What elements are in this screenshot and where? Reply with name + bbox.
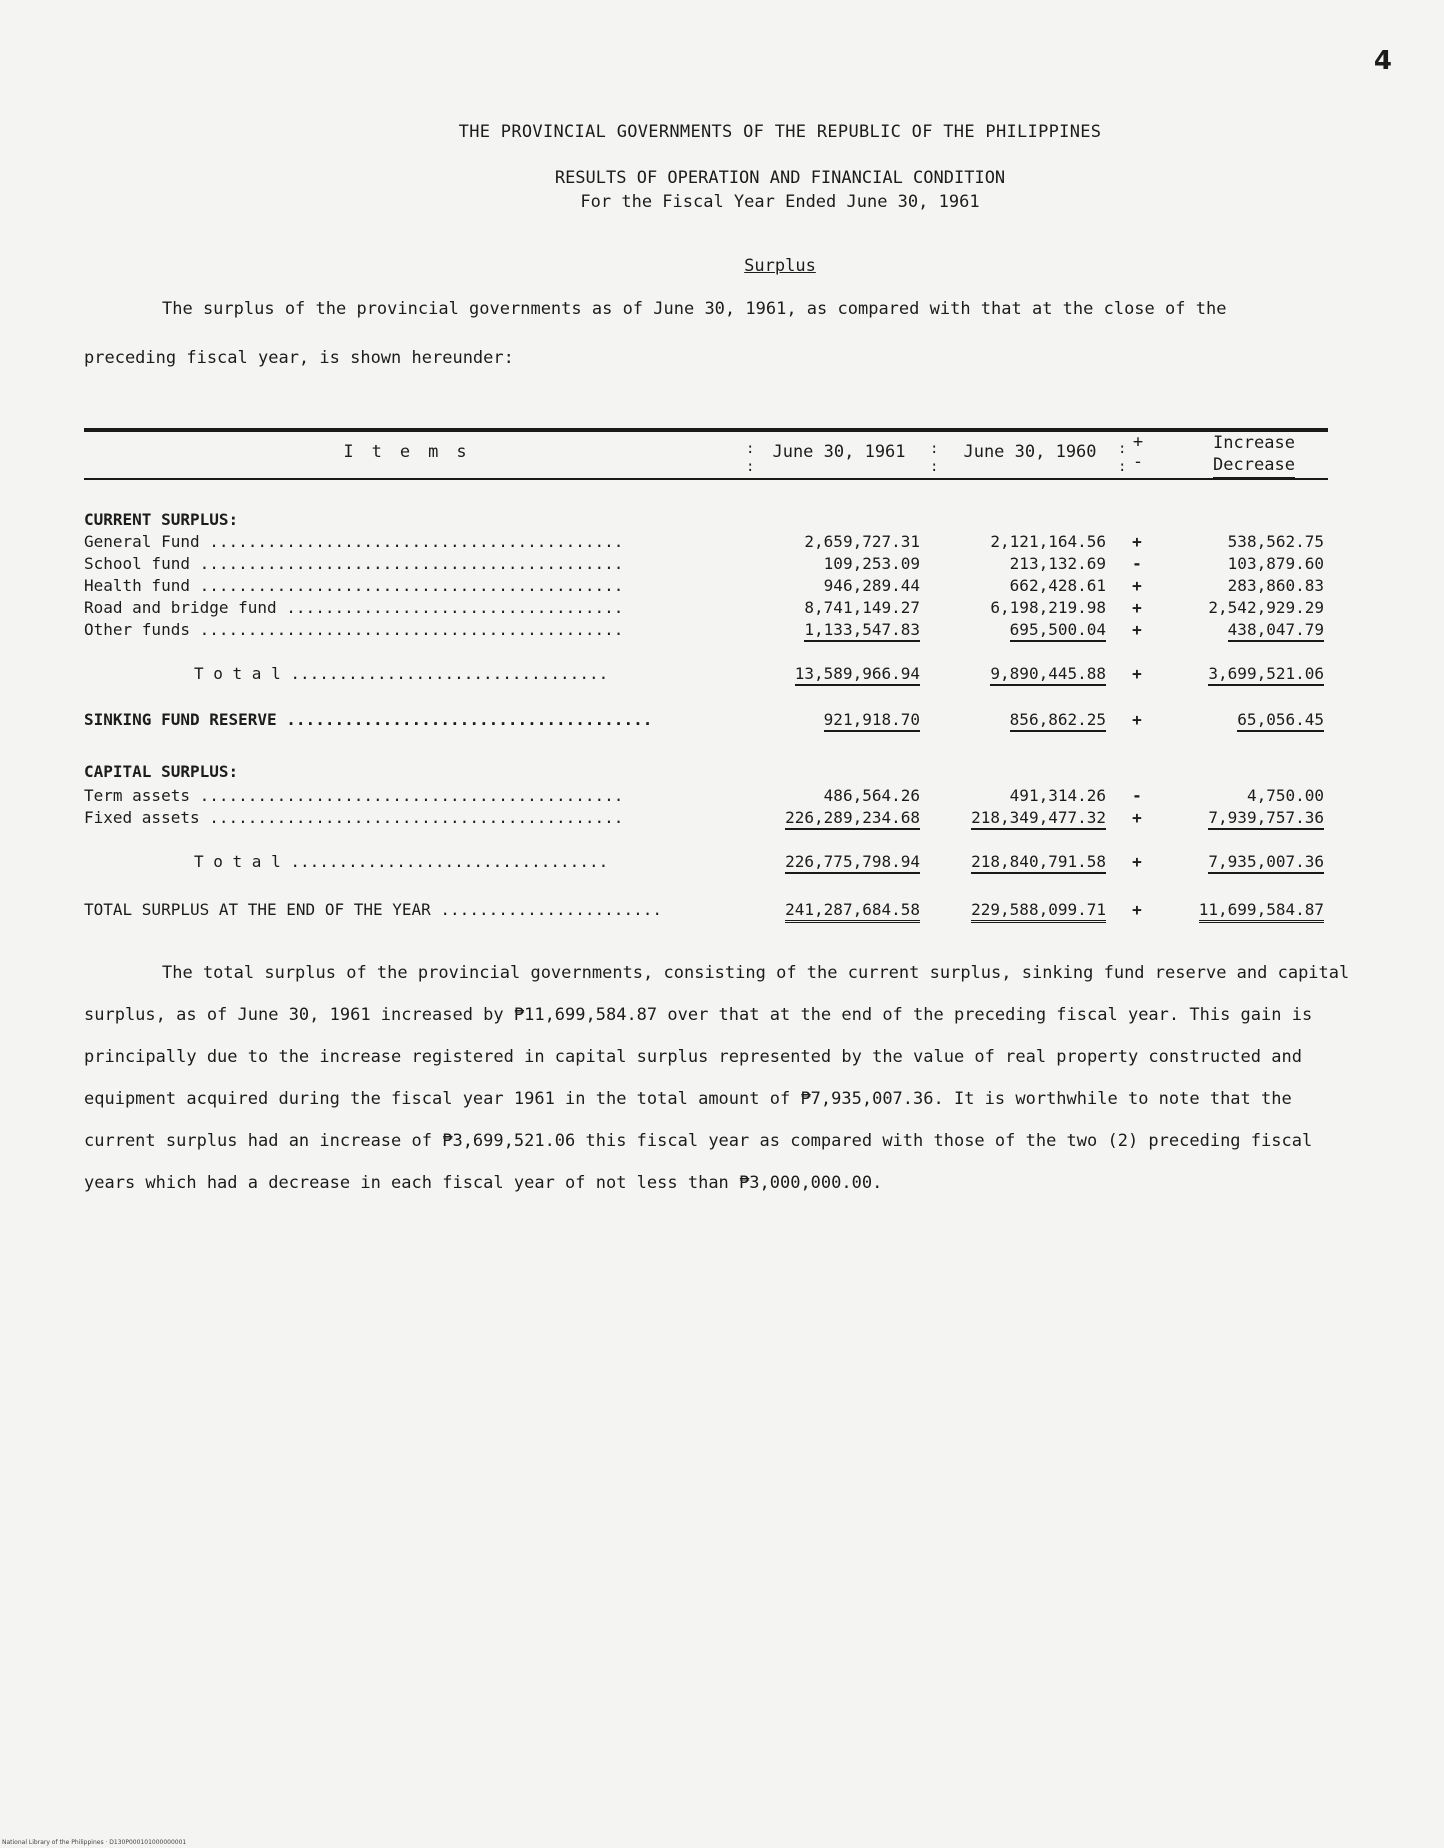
current-total-row <box>84 664 1328 686</box>
header-minus-sign: - <box>1132 452 1144 472</box>
change-sign: - <box>1132 786 1142 805</box>
row-label: General Fund ........................................... <box>84 532 624 551</box>
value-1961: 226,775,798.94 <box>785 852 920 874</box>
header-sign <box>1126 432 1150 472</box>
change-value: 538,562.75 <box>1227 532 1324 551</box>
grand-total-row <box>84 900 1328 922</box>
header-june-1960: June 30, 1960 <box>963 442 1097 462</box>
change-value: 4,750.00 <box>1246 786 1324 805</box>
value-1961: 2,659,727.31 <box>804 532 920 551</box>
page-number: 4 <box>1373 46 1392 76</box>
row-label: School fund ............................................ <box>84 554 624 573</box>
value-1961: 486,564.26 <box>823 786 920 805</box>
header-decrease: Decrease <box>1213 454 1295 479</box>
report-heading: THE PROVINCIAL GOVERNMENTS OF THE REPUBLIC OF THE PHILIPPINES <box>458 122 1102 142</box>
row-label: SINKING FUND RESERVE ...................................... <box>84 710 653 729</box>
conclusion-paragraph: The total surplus of the provincial governments, consisting of the current surplus, sinking fund reserve and capital surplus, as of June 30, 1961 increased by ₱11,699,584.87 over that at the end of the preceding fiscal year. This gain is principally due to the increase registered in capital surplus represented by the value of real property constructed and equipment acquired during the fiscal year 1961 in the total amount of ₱7,935,007.36. It is worthwhile to note that the current surplus had an increase of ₱3,699,521.06 this fiscal year as compared with those of the two (2) preceding fiscal years which had a decrease in each fiscal year of not less than ₱3,000,000.00. <box>84 963 1350 1193</box>
change-sign: + <box>1132 664 1142 683</box>
column-separator: : : <box>930 441 939 475</box>
table-row <box>84 620 1328 642</box>
row-label: Term assets ............................................ <box>84 786 624 805</box>
value-1961: 1,133,547.83 <box>804 620 920 642</box>
row-label: TOTAL SURPLUS AT THE END OF THE YEAR ....................... <box>84 900 662 919</box>
change-sign: + <box>1132 808 1142 827</box>
table-header-rule <box>84 478 1328 480</box>
row-label: Other funds ............................................ <box>84 620 624 639</box>
table-row <box>84 808 1328 830</box>
row-label: T o t a l ................................. <box>194 664 609 683</box>
value-1960: 6,198,219.98 <box>990 598 1106 617</box>
change-sign: + <box>1132 852 1142 871</box>
report-subheading: RESULTS OF OPERATION AND FINANCIAL CONDITION <box>554 168 1006 188</box>
change-sign: + <box>1132 576 1142 595</box>
change-sign: + <box>1132 598 1142 617</box>
row-label: T o t a l ................................. <box>194 852 609 871</box>
change-value: 3,699,521.06 <box>1208 664 1324 686</box>
header-items: Items <box>343 442 485 462</box>
header-change <box>1184 432 1324 479</box>
value-1960: 218,349,477.32 <box>971 808 1106 830</box>
value-1960: 491,314.26 <box>1009 786 1106 805</box>
header-june-1961: June 30, 1961 <box>772 442 906 462</box>
change-value: 7,939,757.36 <box>1208 808 1324 830</box>
value-1961: 13,589,966.94 <box>795 664 920 686</box>
change-value: 11,699,584.87 <box>1199 900 1324 923</box>
table-row <box>84 532 1328 554</box>
capital-surplus-heading: CAPITAL SURPLUS: <box>84 762 239 781</box>
value-1960: 856,862.25 <box>1010 710 1106 732</box>
row-label: Health fund ............................................ <box>84 576 624 595</box>
table-row <box>84 786 1328 808</box>
value-1961: 946,289.44 <box>823 576 920 595</box>
change-sign: + <box>1132 532 1142 551</box>
change-sign: + <box>1132 620 1142 639</box>
header-increase: Increase <box>1213 433 1295 453</box>
value-1961: 226,289,234.68 <box>785 808 920 830</box>
intro-line-2: preceding fiscal year, is shown hereunder: <box>84 348 514 368</box>
change-value: 438,047.79 <box>1228 620 1324 642</box>
capital-total-row <box>84 852 1328 874</box>
table-row <box>84 554 1328 576</box>
value-1960: 218,840,791.58 <box>971 852 1106 874</box>
change-value: 283,860.83 <box>1227 576 1324 595</box>
table-row <box>84 598 1328 620</box>
column-separator: : : <box>746 441 755 475</box>
fiscal-year-line: For the Fiscal Year Ended June 30, 1961 <box>580 192 980 212</box>
change-sign: + <box>1132 900 1142 919</box>
value-1960: 229,588,099.71 <box>971 900 1106 923</box>
value-1961: 921,918.70 <box>824 710 920 732</box>
section-title: Surplus <box>744 256 816 276</box>
intro-line-1: The surplus of the provincial governments as of June 30, 1961, as compared with that at the close of the <box>162 299 1227 319</box>
table-row <box>84 576 1328 598</box>
sinking-fund-row <box>84 710 1328 732</box>
value-1961: 8,741,149.27 <box>804 598 920 617</box>
value-1960: 662,428.61 <box>1009 576 1106 595</box>
row-label: Road and bridge fund ................................... <box>84 598 624 617</box>
change-sign: - <box>1132 554 1142 573</box>
value-1960: 695,500.04 <box>1010 620 1106 642</box>
current-surplus-heading: CURRENT SURPLUS: <box>84 510 239 529</box>
header-plus-sign: + <box>1132 432 1144 452</box>
change-value: 2,542,929.29 <box>1208 598 1324 617</box>
value-1960: 2,121,164.56 <box>990 532 1106 551</box>
change-sign: + <box>1132 710 1142 729</box>
value-1960: 213,132.69 <box>1009 554 1106 573</box>
change-value: 103,879.60 <box>1227 554 1324 573</box>
value-1961: 241,287,684.58 <box>785 900 920 923</box>
column-separator: : : <box>1118 441 1127 475</box>
change-value: 7,935,007.36 <box>1208 852 1324 874</box>
intro-paragraph <box>84 292 1354 376</box>
value-1960: 9,890,445.88 <box>990 664 1106 686</box>
change-value: 65,056.45 <box>1237 710 1324 732</box>
row-label: Fixed assets ........................................... <box>84 808 624 827</box>
archive-footer: National Library of the Philippines · D130P000101000000001 <box>2 1839 187 1846</box>
value-1961: 109,253.09 <box>823 554 920 573</box>
